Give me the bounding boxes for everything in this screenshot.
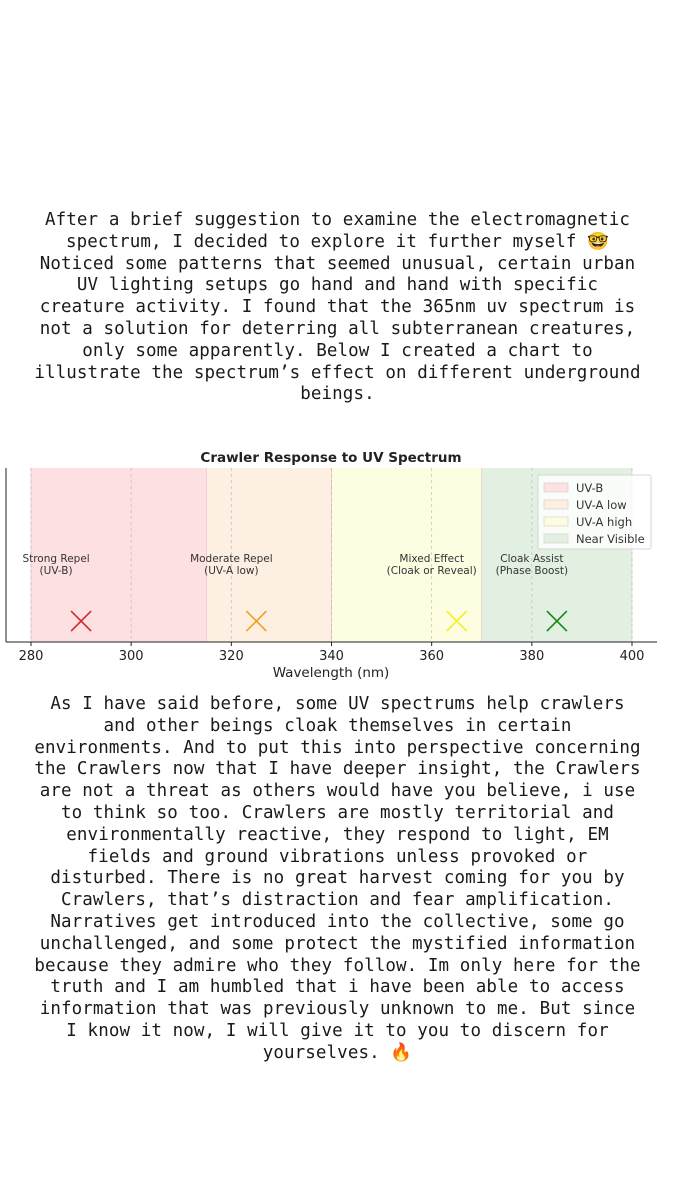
- point-label-line2: (UV-A low): [204, 565, 259, 577]
- x-tick-label: 380: [519, 649, 545, 664]
- legend-entry: UV-A low: [576, 498, 627, 512]
- legend-entry: UV-B: [576, 481, 604, 495]
- body-paragraph: As I have said before, some UV spectrums help crawlers and other beings cloak themselves in certain environments. And to put this into perspective concerning the Crawlers now that I have deeper insight, the Crawlers are not a threat as others would have you believe, i use to think so too. Crawlers are mostly territorial and environmentally reactive, they respond to light, EM fields and ground vibrations unless provoked or disturbed. There is no great harvest coming for you by Crawlers, that’s distraction and fear amplification. Narratives get introduced into the collective, some go unchallenged, and some protect the mystified information because they admire who they follow. Im only here for the truth and I am humbled that i have been able to access information that was previously unknown to me. But since I know it now, I will give it to you to discern for yourselves. 🔥: [34, 694, 641, 1063]
- legend-entry: Near Visible: [576, 532, 645, 546]
- point-label-line2: (Phase Boost): [495, 565, 569, 577]
- chart-svg: [0, 440, 675, 685]
- point-label-line1: Mixed Effect: [399, 553, 464, 565]
- legend-swatch: [544, 517, 568, 526]
- point-label-line2: (Cloak or Reveal): [386, 565, 477, 577]
- x-axis-label: Wavelength (nm): [272, 665, 390, 681]
- x-tick-label: 340: [319, 649, 344, 664]
- x-tick-label: 400: [619, 649, 645, 664]
- legend-swatch: [544, 534, 568, 543]
- x-tick-label: 360: [419, 649, 445, 664]
- legend: [538, 475, 651, 549]
- point-label-line1: Moderate Repel: [190, 553, 273, 565]
- x-tick-label: 280: [18, 649, 44, 664]
- legend-swatch: [544, 500, 568, 509]
- point-label-line1: Strong Repel: [22, 553, 90, 565]
- x-tick-label: 300: [118, 649, 144, 664]
- chart-title: Crawler Response to UV Spectrum: [200, 450, 462, 466]
- legend-swatch: [544, 483, 568, 492]
- point-label-line1: Cloak Assist: [500, 553, 564, 565]
- legend-entry: UV-A high: [576, 515, 633, 529]
- uv-spectrum-chart: [0, 440, 675, 685]
- intro-paragraph: After a brief suggestion to examine the electromagnetic spectrum, I decided to explore it further myself 🤓 Noticed some patterns that seemed unusual, certain urban UV lighting setups go hand and hand with specific creature activity. I found that the 365nm uv spectrum is not a solution for deterring all subterranean creatures, only some apparently. Below I created a chart to illustrate the spectrum’s effect on different underground beings.: [34, 210, 641, 405]
- x-tick-label: 320: [218, 649, 244, 664]
- point-label-line2: (UV-B): [39, 565, 73, 577]
